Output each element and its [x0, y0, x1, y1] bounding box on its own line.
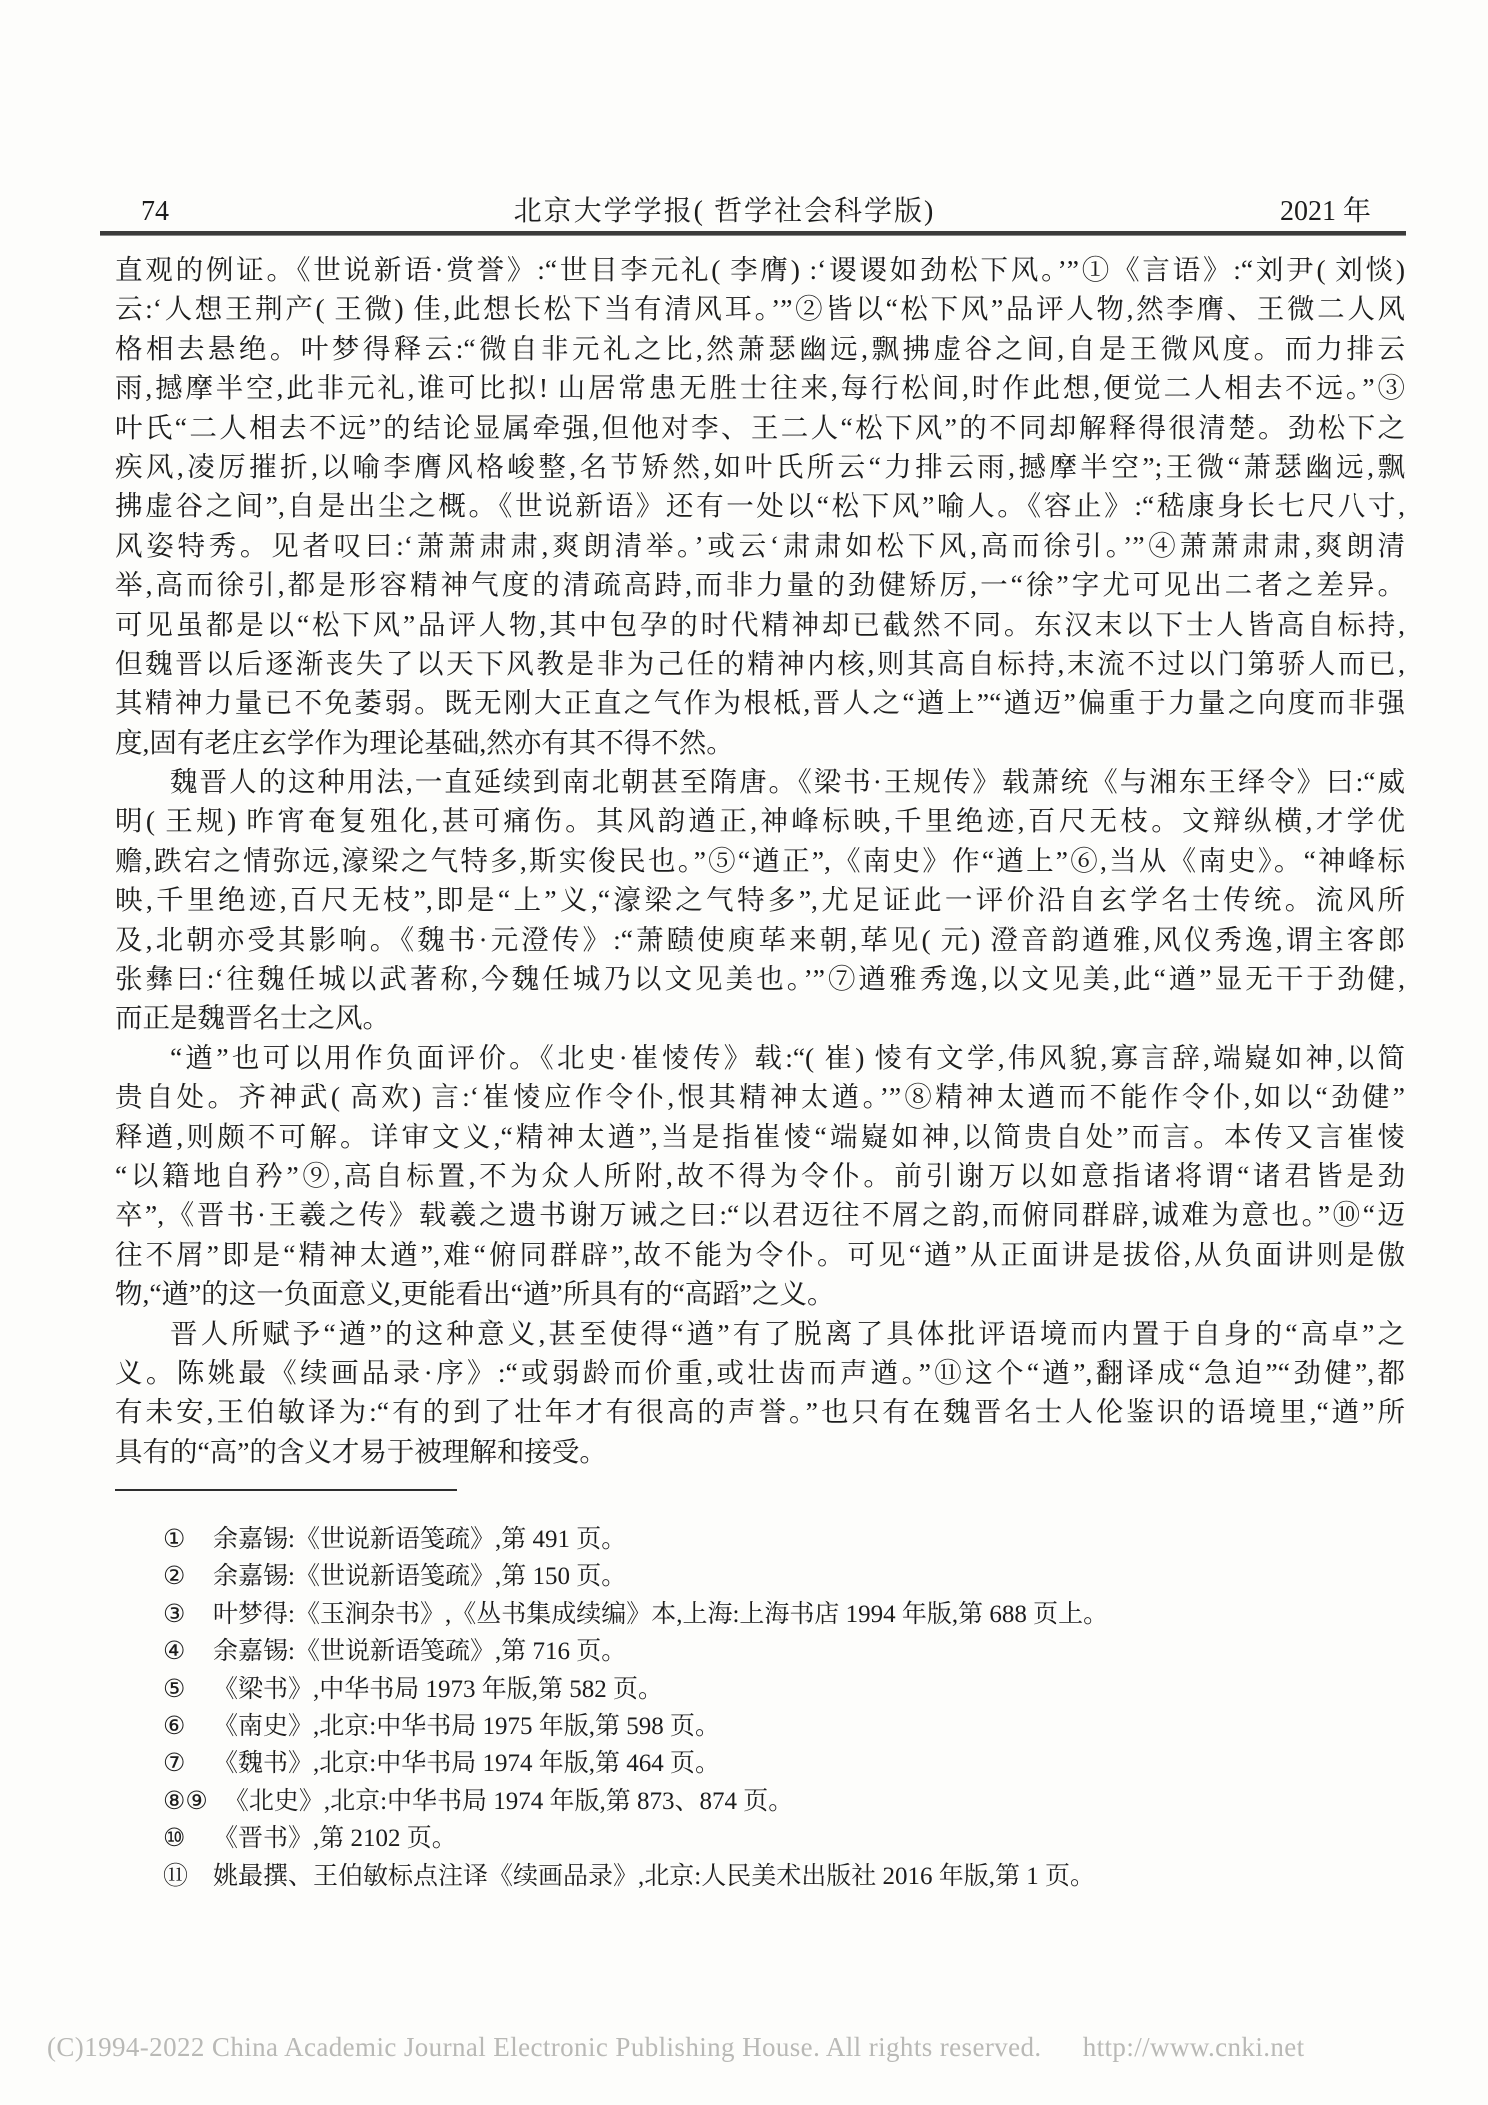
footnote-item: [163, 1743, 1405, 1780]
footnote-text: 余嘉锡:《世说新语笺疏》,第 716 页。: [213, 1638, 627, 1666]
body-line: 但魏晋以后逐渐丧失了以天下风教是非为己任的精神内核,则其高自标持,末流不过以门第骄人而已,: [115, 647, 1405, 679]
body-line: 卒”,《晋书·王羲之传》载羲之遗书谢万诫之曰:“以君迈往不屑之韵,而俯同群辟,诚难为意也。”⑩“迈: [115, 1199, 1405, 1231]
footnote-marker: ⑩: [163, 1825, 186, 1853]
body-line: 晋人所赋予“遒”的这种意义,甚至使得“遒”有了脱离了具体批评语境而内置于自身的“高卓”之: [170, 1317, 1405, 1349]
footnote-text: 余嘉锡:《世说新语笺疏》,第 491 页。: [213, 1526, 627, 1553]
page-number: 74: [141, 196, 169, 227]
body-line: 其精神力量已不免萎弱。既无刚大正直之气作为根柢,晋人之“遒上”“遒迈”偏重于力量之向度而非强: [115, 687, 1405, 719]
watermark-footer: [47, 2032, 1447, 2063]
header-rule: [100, 231, 1406, 236]
body-line: 直观的例证。《世说新语·赏誉》:“世目李元礼( 李膺) :‘谡谡如劲松下风。’”①《言语》:“刘尹( 刘惔): [115, 254, 1405, 285]
body-line: 张彝曰:‘往魏任城以武著称,今魏任城乃以文见美也。’”⑦遒雅秀逸,以文见美,此“遒”显无干于劲健,: [115, 963, 1405, 995]
body-line: 云:‘人想王荆产( 王微) 佳,此想长松下当有清风耳。’”②皆以“松下风”品评人物,然李膺、王微二人风: [115, 293, 1405, 325]
body-line: “以籍地自矜”⑨,高自标置,不为众人所附,故不得为令仆。前引谢万以如意指诸将谓“诸君皆是劲: [115, 1159, 1405, 1191]
footnote-item: [163, 1781, 1405, 1818]
footnote-separator: [115, 1489, 457, 1491]
issue-year: 2021 年: [1279, 196, 1371, 227]
footnote-text: 《南史》,北京:中华书局 1975 年版,第 598 页。: [213, 1712, 720, 1740]
footnote-marker: ①: [163, 1526, 186, 1553]
body-line: 而正是魏晋名士之风。: [115, 1002, 390, 1034]
footnote-marker: ④: [163, 1638, 186, 1666]
footnote-text: 叶梦得:《玉涧杂书》,《丛书集成续编》本,上海:上海书店 1994 年版,第 688 页上。: [213, 1600, 1109, 1628]
footnote-text: 《北史》,北京:中华书局 1974 年版,第 873、874 页。: [223, 1787, 794, 1815]
footnote-marker: ⑪: [163, 1862, 189, 1890]
footnote-item: [163, 1856, 1405, 1893]
footnote-item: [163, 1669, 1405, 1706]
footnote-marker: ②: [163, 1563, 186, 1591]
body-line: 举,高而徐引,都是形容精神气度的清疏高跱,而非力量的劲健矫厉,一“徐”字尤可见出二者之差异。: [115, 569, 1405, 601]
footnote-marker: ⑦: [163, 1750, 186, 1778]
footnote-text: 《梁书》,中华书局 1973 年版,第 582 页。: [213, 1675, 664, 1703]
journal-title: 北京大学学报( 哲学社会科学版): [513, 196, 936, 227]
copyright-text: (C)1994-2022 China Academic Journal Electronic Publishing House. All rights reserved.: [47, 2032, 1042, 2062]
footnote-item: [163, 1594, 1405, 1631]
footnote-marker: ③: [163, 1600, 186, 1628]
body-line: 可见虽都是以“松下风”品评人物,其中包孕的时代精神却已截然不同。东汉末以下士人皆高自标持,: [115, 608, 1405, 640]
body-line: 具有的“高”的含义才易于被理解和接受。: [115, 1435, 607, 1467]
footnote-text: 《魏书》,北京:中华书局 1974 年版,第 464 页。: [213, 1750, 720, 1778]
body-line: 赡,跌宕之情弥远,濠梁之气特多,斯实俊民也。”⑤“遒正”,《南史》作“遒上”⑥,当从《南史》。“神峰标: [115, 844, 1405, 876]
body-line: 及,北朝亦受其影响。《魏书·元澄传》:“萧赜使庾荜来朝,荜见( 元) 澄音韵遒雅,风仪秀逸,谓主客郎: [115, 923, 1405, 955]
body-line: 疾风,凌厉摧折,以喻李膺风格峻整,名节矫然,如叶氏所云“力排云雨,撼摩半空”;王微“萧瑟幽远,飘: [115, 450, 1405, 482]
body-line: 明( 王规) 昨宵奄复殂化,甚可痛伤。其风韵遒正,神峰标映,千里绝迹,百尺无枝。文辩纵横,才学优: [115, 805, 1405, 837]
body-line: 映,千里绝迹,百尺无枝”,即是“上”义,“濠梁之气特多”,尤足证此一评价沿自玄学名士传统。流风所: [115, 884, 1405, 916]
footnote-marker: ⑤: [163, 1675, 186, 1703]
body-line: 往不屑”即是“精神太遒”,难“俯同群辟”,故不能为令仆。可见“遒”从正面讲是拔俗,从负面讲则是傲: [115, 1238, 1405, 1270]
footnote-text: 《晋书》,第 2102 页。: [213, 1825, 457, 1853]
body-line: “遒”也可以用作负面评价。《北史·崔㥄传》载:“( 崔) 㥄有文学,伟风貌,寡言辞,端嶷如神,以简: [170, 1041, 1405, 1073]
footnote-item: [163, 1706, 1405, 1743]
body-line: 拂虚谷之间”,自是出尘之概。《世说新语》还有一处以“松下风”喻人。《容止》:“嵇康身长七尺八寸,: [115, 490, 1405, 522]
body-line: 有未安,王伯敏译为:“有的到了壮年才有很高的声誉。”也只有在魏晋名士人伦鉴识的语境里,“遒”所: [115, 1396, 1405, 1428]
footnote-item: [163, 1519, 1405, 1556]
footnotes: [163, 1519, 1405, 1893]
running-head: [115, 196, 1405, 228]
footnote-text: 余嘉锡:《世说新语笺疏》,第 150 页。: [213, 1563, 627, 1591]
footnote-item: [163, 1818, 1405, 1855]
body-line: 度,固有老庄玄学作为理论基础,然亦有其不得不然。: [115, 726, 734, 758]
footnote-text: 姚最撰、王伯敏标点注译《续画品录》,北京:人民美术出版社 2016 年版,第 1 页。: [213, 1862, 1095, 1890]
footnote-marker: ⑧⑨: [163, 1787, 208, 1815]
body-line: 风姿特秀。见者叹曰:‘萧萧肃肃,爽朗清举。’或云‘肃肃如松下风,高而徐引。’”④萧萧肃肃,爽朗清: [115, 529, 1405, 561]
footnote-item: [163, 1631, 1405, 1668]
article-body: [115, 250, 1405, 1471]
cnki-url: http://www.cnki.net: [1082, 2032, 1305, 2062]
body-line: 魏晋人的这种用法,一直延续到南北朝甚至隋唐。《梁书·王规传》载萧统《与湘东王绎令》曰:“威: [170, 766, 1405, 798]
body-line: 雨,撼摩半空,此非元礼,谁可比拟! 山居常患无胜士往来,每行松间,时作此想,便觉二人相去不远。”③: [115, 372, 1405, 404]
body-line: 叶氏“二人相去不远”的结论显属牵强,但他对李、王二人“松下风”的不同却解释得很清楚。劲松下之: [115, 411, 1405, 443]
footnote-item: [163, 1556, 1405, 1593]
body-line: 义。陈姚最《续画品录·序》:“或弱龄而价重,或壮齿而声遒。”⑪这个“遒”,翻译成“急迫”“劲健”,都: [115, 1356, 1405, 1388]
body-line: 物,“遒”的这一负面意义,更能看出“遒”所具有的“高蹈”之义。: [115, 1278, 835, 1310]
body-line: 格相去悬绝。叶梦得释云:“微自非元礼之比,然萧瑟幽远,飘拂虚谷之间,自是王微风度。而力排云: [115, 332, 1405, 364]
body-line: 释遒,则颇不可解。详审文义,“精神太遒”,当是指崔㥄“端嶷如神,以简贵自处”而言。本传又言崔㥄: [115, 1120, 1405, 1152]
footnote-marker: ⑥: [163, 1712, 186, 1740]
body-line: 贵自处。齐神武( 高欢) 言:‘崔㥄应作令仆,恨其精神太遒。’”⑧精神太遒而不能作令仆,如以“劲健”: [115, 1081, 1405, 1113]
